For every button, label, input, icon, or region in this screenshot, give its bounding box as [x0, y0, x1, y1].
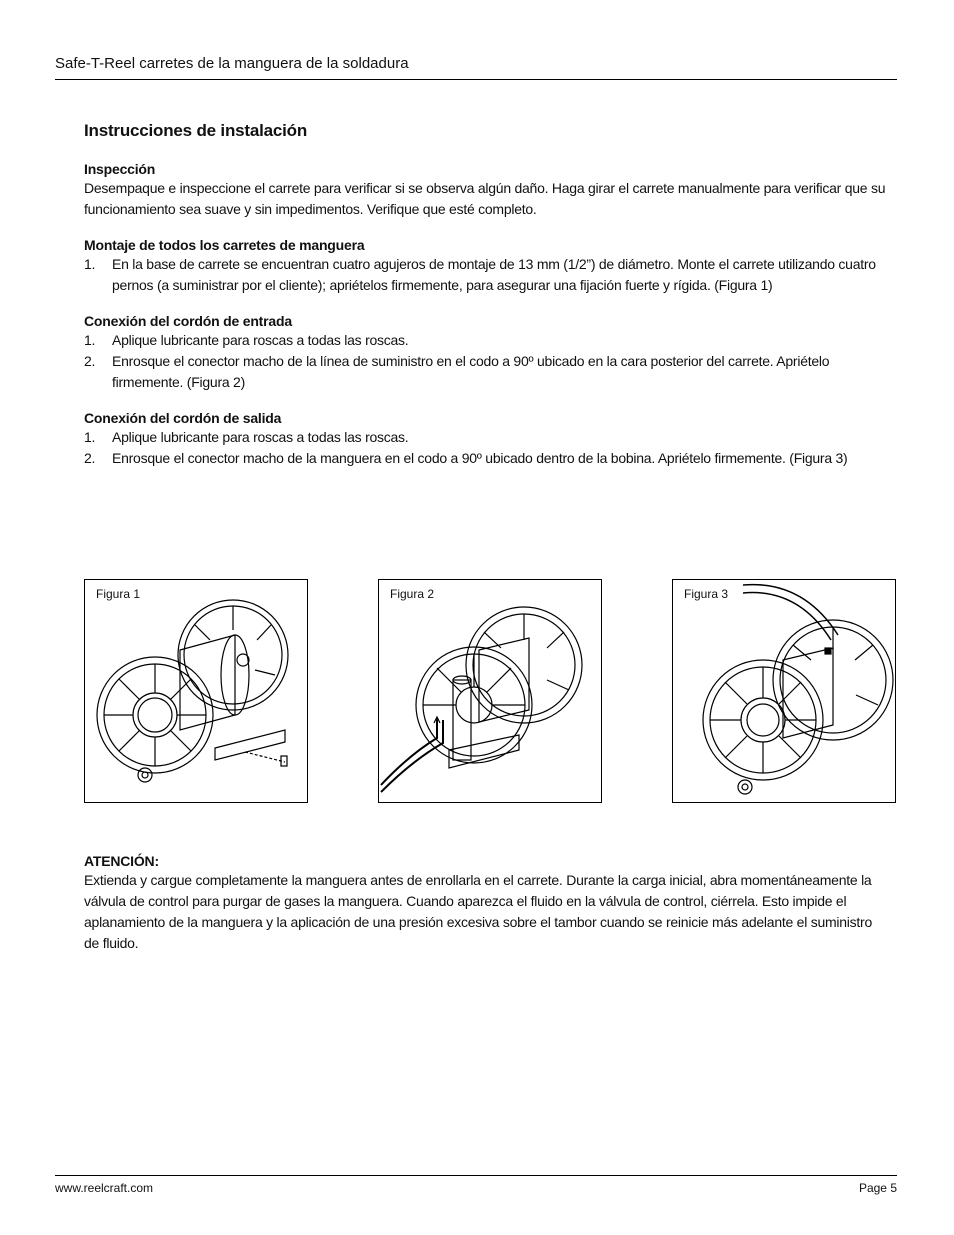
- attention-note: [84, 853, 884, 954]
- hose-reel-illustration: [379, 580, 603, 804]
- section-heading: Conexión del cordón de salida: [84, 410, 282, 426]
- running-header: Safe-T-Reel carretes de la manguera de la soldadura: [55, 55, 409, 72]
- footer-website: www.reelcraft.com: [55, 1181, 154, 1195]
- section-salida: [84, 410, 896, 469]
- step-list: [84, 330, 896, 393]
- list-item: 1. Aplique lubricante para roscas a todas las roscas.: [84, 429, 409, 445]
- main-content: [84, 121, 896, 486]
- figure-caption: Figura 2: [390, 587, 435, 601]
- hose-reel-illustration: [673, 580, 897, 804]
- figure-1: [84, 579, 308, 803]
- section-entrada: [84, 313, 896, 393]
- step-list: [84, 254, 896, 296]
- section-text: Desempaque e inspeccione el carrete para verificar si se observa algún daño. Haga girar el carrete manualmente para verificar que su funcionamiento sea suave y sin impedimentos. Verifique que esté completo.: [84, 180, 886, 217]
- page-title: Instrucciones de instalación: [84, 121, 308, 140]
- list-item: 1. En la base de carrete se encuentran cuatro agujeros de montaje de 13 mm (1/2”) de diámetro. Monte el carrete utilizando cuatro pernos (a suministrar por el cliente); apriételos firmemente, para asegurar una fijación fuerte y rígida. (Figura 1): [84, 256, 876, 293]
- footer-rule: [55, 1175, 897, 1176]
- section-heading: Montaje de todos los carretes de manguera: [84, 237, 365, 253]
- section-heading: Inspección: [84, 161, 156, 177]
- attention-text: Extienda y cargue completamente la manguera antes de enrollarla en el carrete. Durante la carga inicial, abra momentáneamente la válvula de control para purgar de gases la manguera. Cuando aparezca el fluido en la válvula de control, ciérrela. Esto impide el aplanamiento de la manguera y la aplicación de una presión excesiva sobre el tambor cuando se reinicie más adelante el suministro de fluido.: [84, 872, 873, 951]
- figure-2: [378, 579, 602, 803]
- footer-page-number: Page 5: [858, 1181, 897, 1195]
- list-item: 2. Enrosque el conector macho de la línea de suministro en el codo a 90º ubicado en la cara posterior del carrete. Apriételo firmemente. (Figura 2): [84, 353, 830, 390]
- hose-reel-illustration: [85, 580, 309, 804]
- figure-caption: Figura 3: [684, 587, 729, 601]
- list-item: 1. Aplique lubricante para roscas a todas las roscas.: [84, 332, 409, 348]
- section-montaje: [84, 237, 896, 296]
- section-heading: Conexión del cordón de entrada: [84, 313, 292, 329]
- figure-3: [672, 579, 896, 803]
- list-item: 2. Enrosque el conector macho de la manguera en el codo a 90º ubicado dentro de la bobina. Apriételo firmemente. (Figura 3): [84, 450, 848, 466]
- attention-heading: ATENCIÓN:: [84, 853, 159, 869]
- step-list: [84, 427, 896, 469]
- figure-caption: Figura 1: [96, 587, 141, 601]
- header-rule: [55, 79, 897, 80]
- section-inspeccion: [84, 161, 896, 220]
